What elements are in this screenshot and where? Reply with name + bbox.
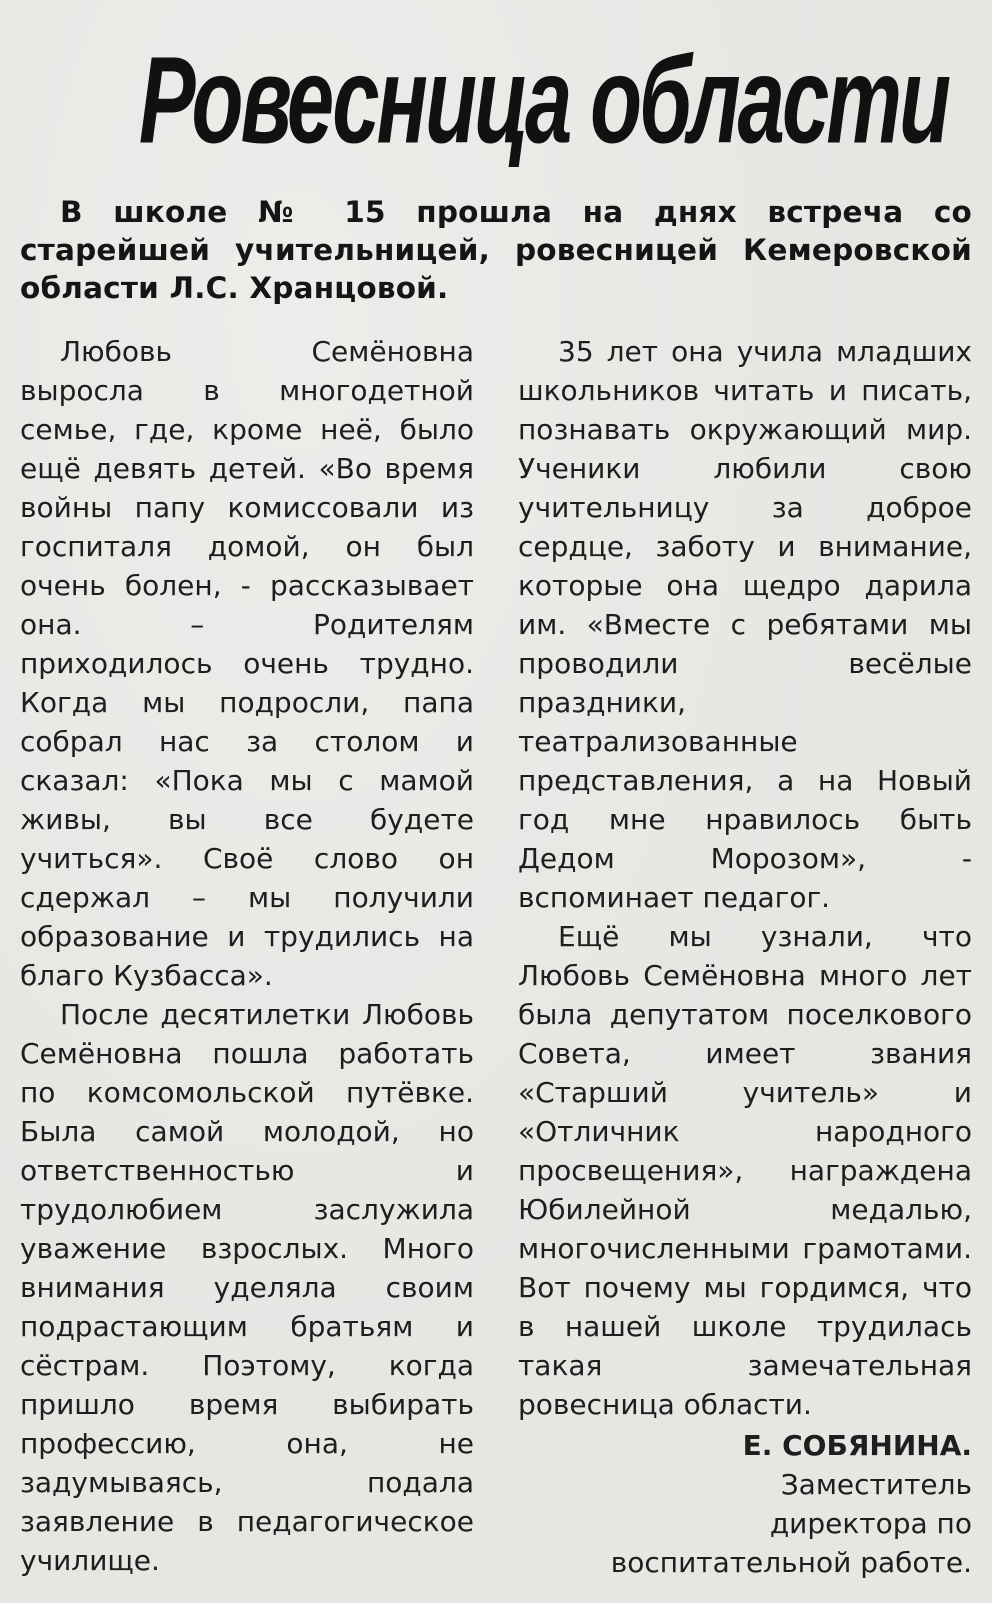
paragraph: Ещё мы узнали, что Любовь Семёновна много лет была депутатом поселкового Совета, имеет звания «Старший учитель» и «Отличник народного просвещения», награждена Юбилейной медалью, многочисленными грамотами. Вот почему мы гордимся, что в нашей школе трудилась такая замечательная ровесница области.: [518, 920, 972, 1421]
author-position-line: директора по: [769, 1507, 972, 1540]
author-signature: Е. СОБЯНИНА.: [742, 1429, 972, 1462]
right-column: [518, 332, 972, 1582]
author-position-line: воспитательной работе.: [610, 1546, 972, 1579]
article-headline: Ровесница области: [138, 31, 949, 170]
paragraph: 35 лет она учила младших школьников читать и писать, познавать окружающий мир. Ученики любили свою учительницу за доброе сердце, заботу и внимание, которые она щедро дарила им. «Вместе с ребятами мы проводили весёлые праздники, театрализованные представления, а на Новый год мне нравилось быть Дедом Морозом», - вспоминает педагог.: [518, 335, 972, 914]
author-position-line: Заместитель: [780, 1468, 972, 1501]
left-column: [20, 332, 474, 1580]
author-position: [518, 1465, 972, 1582]
article-lead: [20, 193, 972, 307]
paragraph: Любовь Семёновна выросла в многодетной семье, где, кроме неё, было ещё девять детей. «Во время войны папу комиссовали из госпиталя домой, он был очень болен, - рассказывает она. – Родителям приходилось очень трудно. Когда мы подросли, папа собрал нас за столом и сказал: «Пока мы с мамой живы, вы все будете учиться». Своё слово он сдержал – мы получили образование и трудились на благо Кузбасса».: [20, 335, 474, 992]
lead-text: В школе № 15 прошла на днях встреча со старейшей учительницей, ровесницей Кемеровской области Л.С. Хранцовой.: [20, 195, 972, 305]
paragraph: После десятилетки Любовь Семёновна пошла работать по комсомольской путёвке. Была самой молодой, но ответственностью и трудолюбием заслужила уважение взрослых. Много внимания уделяла своим подрастающим братьям и сёстрам. Поэтому, когда пришло время выбирать профессию, она, не задумываясь, подала заявление в педагогическое училище.: [20, 998, 474, 1577]
